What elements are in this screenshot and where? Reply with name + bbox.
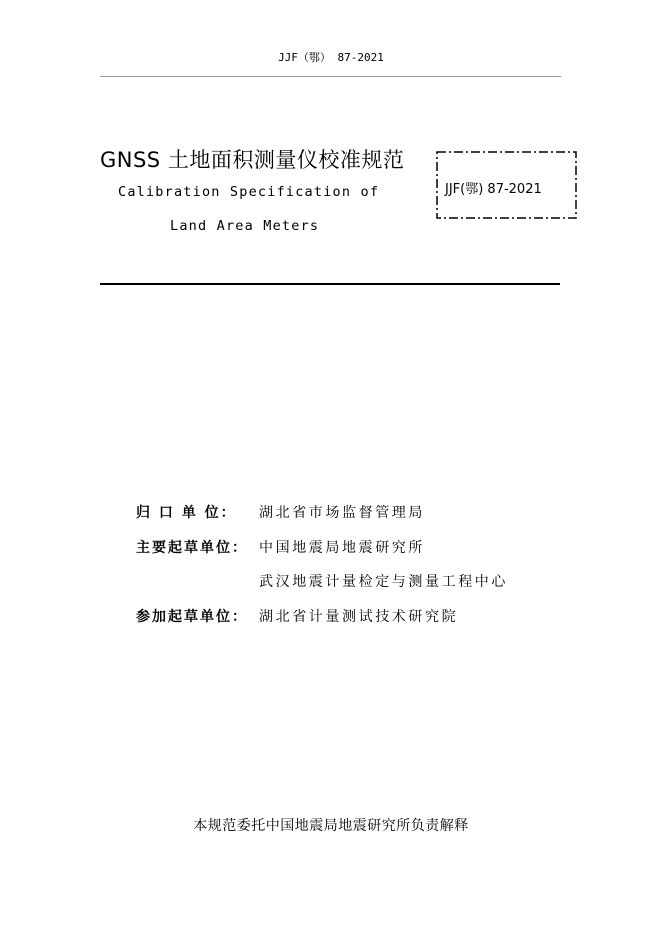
main-drafting-unit-label: 主要起草单位： <box>136 540 248 556</box>
responsible-unit-label: 归 口 单 位： <box>136 505 237 521</box>
participating-unit-label: 参加起草单位： <box>136 609 248 625</box>
english-title-line-1: Calibration Specification of <box>118 184 380 200</box>
header-divider <box>100 76 561 77</box>
main-drafting-unit-value-2: 武汉地震计量检定与测量工程中心 <box>259 574 508 590</box>
title-divider <box>100 283 560 285</box>
header-standard-code: JJF（鄂） 87-2021 <box>278 51 384 64</box>
english-title-line-2: Land Area Meters <box>170 218 320 234</box>
document-title: GNSS 土地面积测量仪校准规范 <box>100 148 405 172</box>
interpretation-note: 本规范委托中国地震局地震研究所负责解释 <box>193 818 469 834</box>
responsible-unit-value: 湖北省市场监督管理局 <box>259 505 425 521</box>
main-drafting-unit-value-1: 中国地震局地震研究所 <box>259 540 425 556</box>
standard-code-text: JJF(鄂) 87-2021 <box>445 182 542 197</box>
participating-unit-value: 湖北省计量测试技术研究院 <box>259 609 459 625</box>
standard-code-box <box>436 151 577 219</box>
